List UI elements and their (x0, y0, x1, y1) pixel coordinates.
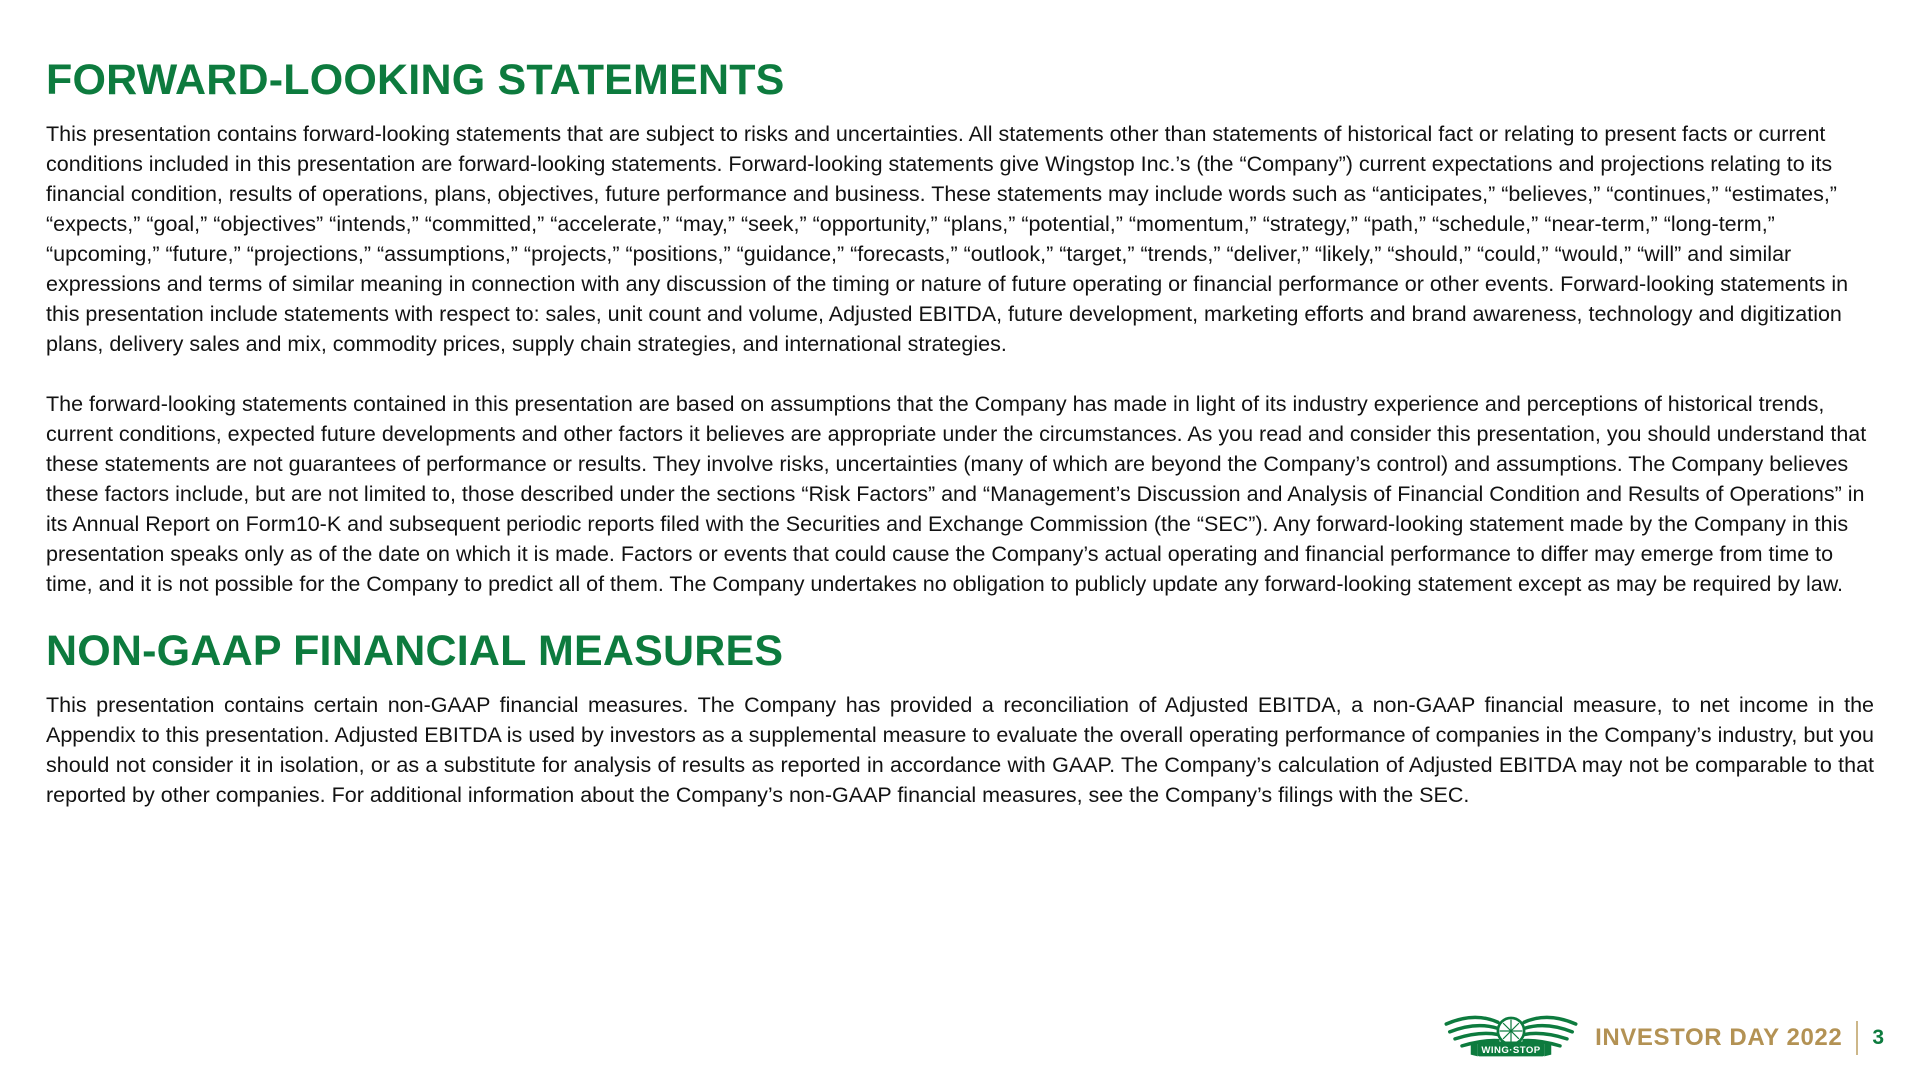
forward-looking-paragraph-2: The forward-looking statements contained in this presentation are based on assumptions that the Company has made in light of its industry experience and perceptions of historical trends, current conditions, expected future developments and other factors it believes are appropriate under the circumstances. As you read and consider this presentation, you should understand that these statements are not guarantees of performance or results. They involve risks, uncertainties (many of which are beyond the Company’s control) and assumptions. The Company believes these factors include, but are not limited to, those described under the sections “Risk Factors” and “Management’s Discussion and Analysis of Financial Condition and Results of Operations” in its Annual Report on Form10-K and subsequent periodic reports filed with the Securities and Exchange Commission (the “SEC”). Any forward-looking statement made by the Company in this presentation speaks only as of the date on which it is made. Factors or events that could cause the Company’s actual operating and financial performance to differ may emerge from time to time, and it is not possible for the Company to predict all of them. The Company undertakes no obligation to publicly update any forward-looking statement except as may be required by law. (46, 392, 1867, 597)
investor-day-label: INVESTOR DAY 2022 (1595, 1024, 1843, 1051)
wingstop-wings-icon (1441, 1010, 1581, 1066)
forward-looking-paragraph-1: This presentation contains forward-looking statements that are subject to risks and uncertainties. All statements other than statements of historical fact or relating to present facts or current conditions included in this presentation are forward-looking statements. Forward-looking statements give Wingstop Inc.’s (the “Company”) current expectations and projections relating to its financial condition, results of operations, plans, objectives, future performance and business. These statements may include words such as “anticipates,” “believes,” “continues,” “estimates,” “expects,” “goal,” “objectives” “intends,” “committed,” “accelerate,” “may,” “seek,” “opportunity,” “plans,” “potential,” “momentum,” “strategy,” “path,” “schedule,” “near-term,” “long-term,” “upcoming,” “future,” “projections,” “assumptions,” “projects,” “positions,” “guidance,” “forecasts,” “outlook,” “target,” “trends,” “deliver,” “likely,” “should,” “could,” “would,” “will” and similar expressions and terms of similar meaning in connection with any discussion of the timing or nature of future operating or financial performance or other events. Forward-looking statements in this presentation include statements with respect to: sales, unit count and volume, Adjusted EBITDA, future development, marketing efforts and brand awareness, technology and digitization plans, delivery sales and mix, commodity prices, supply chain strategies, and international strategies. (46, 122, 1849, 357)
wingstop-logo (1441, 1010, 1581, 1066)
section-forward-looking (46, 58, 1874, 599)
non-gaap-heading: NON-GAAP FINANCIAL MEASURES (46, 627, 784, 676)
page-number: 3 (1872, 1026, 1884, 1049)
section-non-gaap (46, 629, 1874, 810)
footer-divider (1856, 1021, 1858, 1055)
wingstop-logo-text: WING·STOP (1481, 1044, 1541, 1056)
non-gaap-paragraph: This presentation contains certain non-GAAP financial measures. The Company has provided a reconciliation of Adjusted EBITDA, a non-GAAP financial measure, to net income in the Appendix to this presentation. Adjusted EBITDA is used by investors as a supplemental measure to evaluate the overall operating performance of companies in the Company’s industry, but you should not consider it in isolation, or as a substitute for analysis of results as reported in accordance with GAAP. The Company’s calculation of Adjusted EBITDA may not be comparable to that reported by other companies. For additional information about the Company’s non-GAAP financial measures, see the Company’s filings with the SEC. (46, 693, 1874, 808)
forward-looking-heading: FORWARD-LOOKING STATEMENTS (46, 56, 785, 104)
slide-footer (1441, 1010, 1884, 1066)
